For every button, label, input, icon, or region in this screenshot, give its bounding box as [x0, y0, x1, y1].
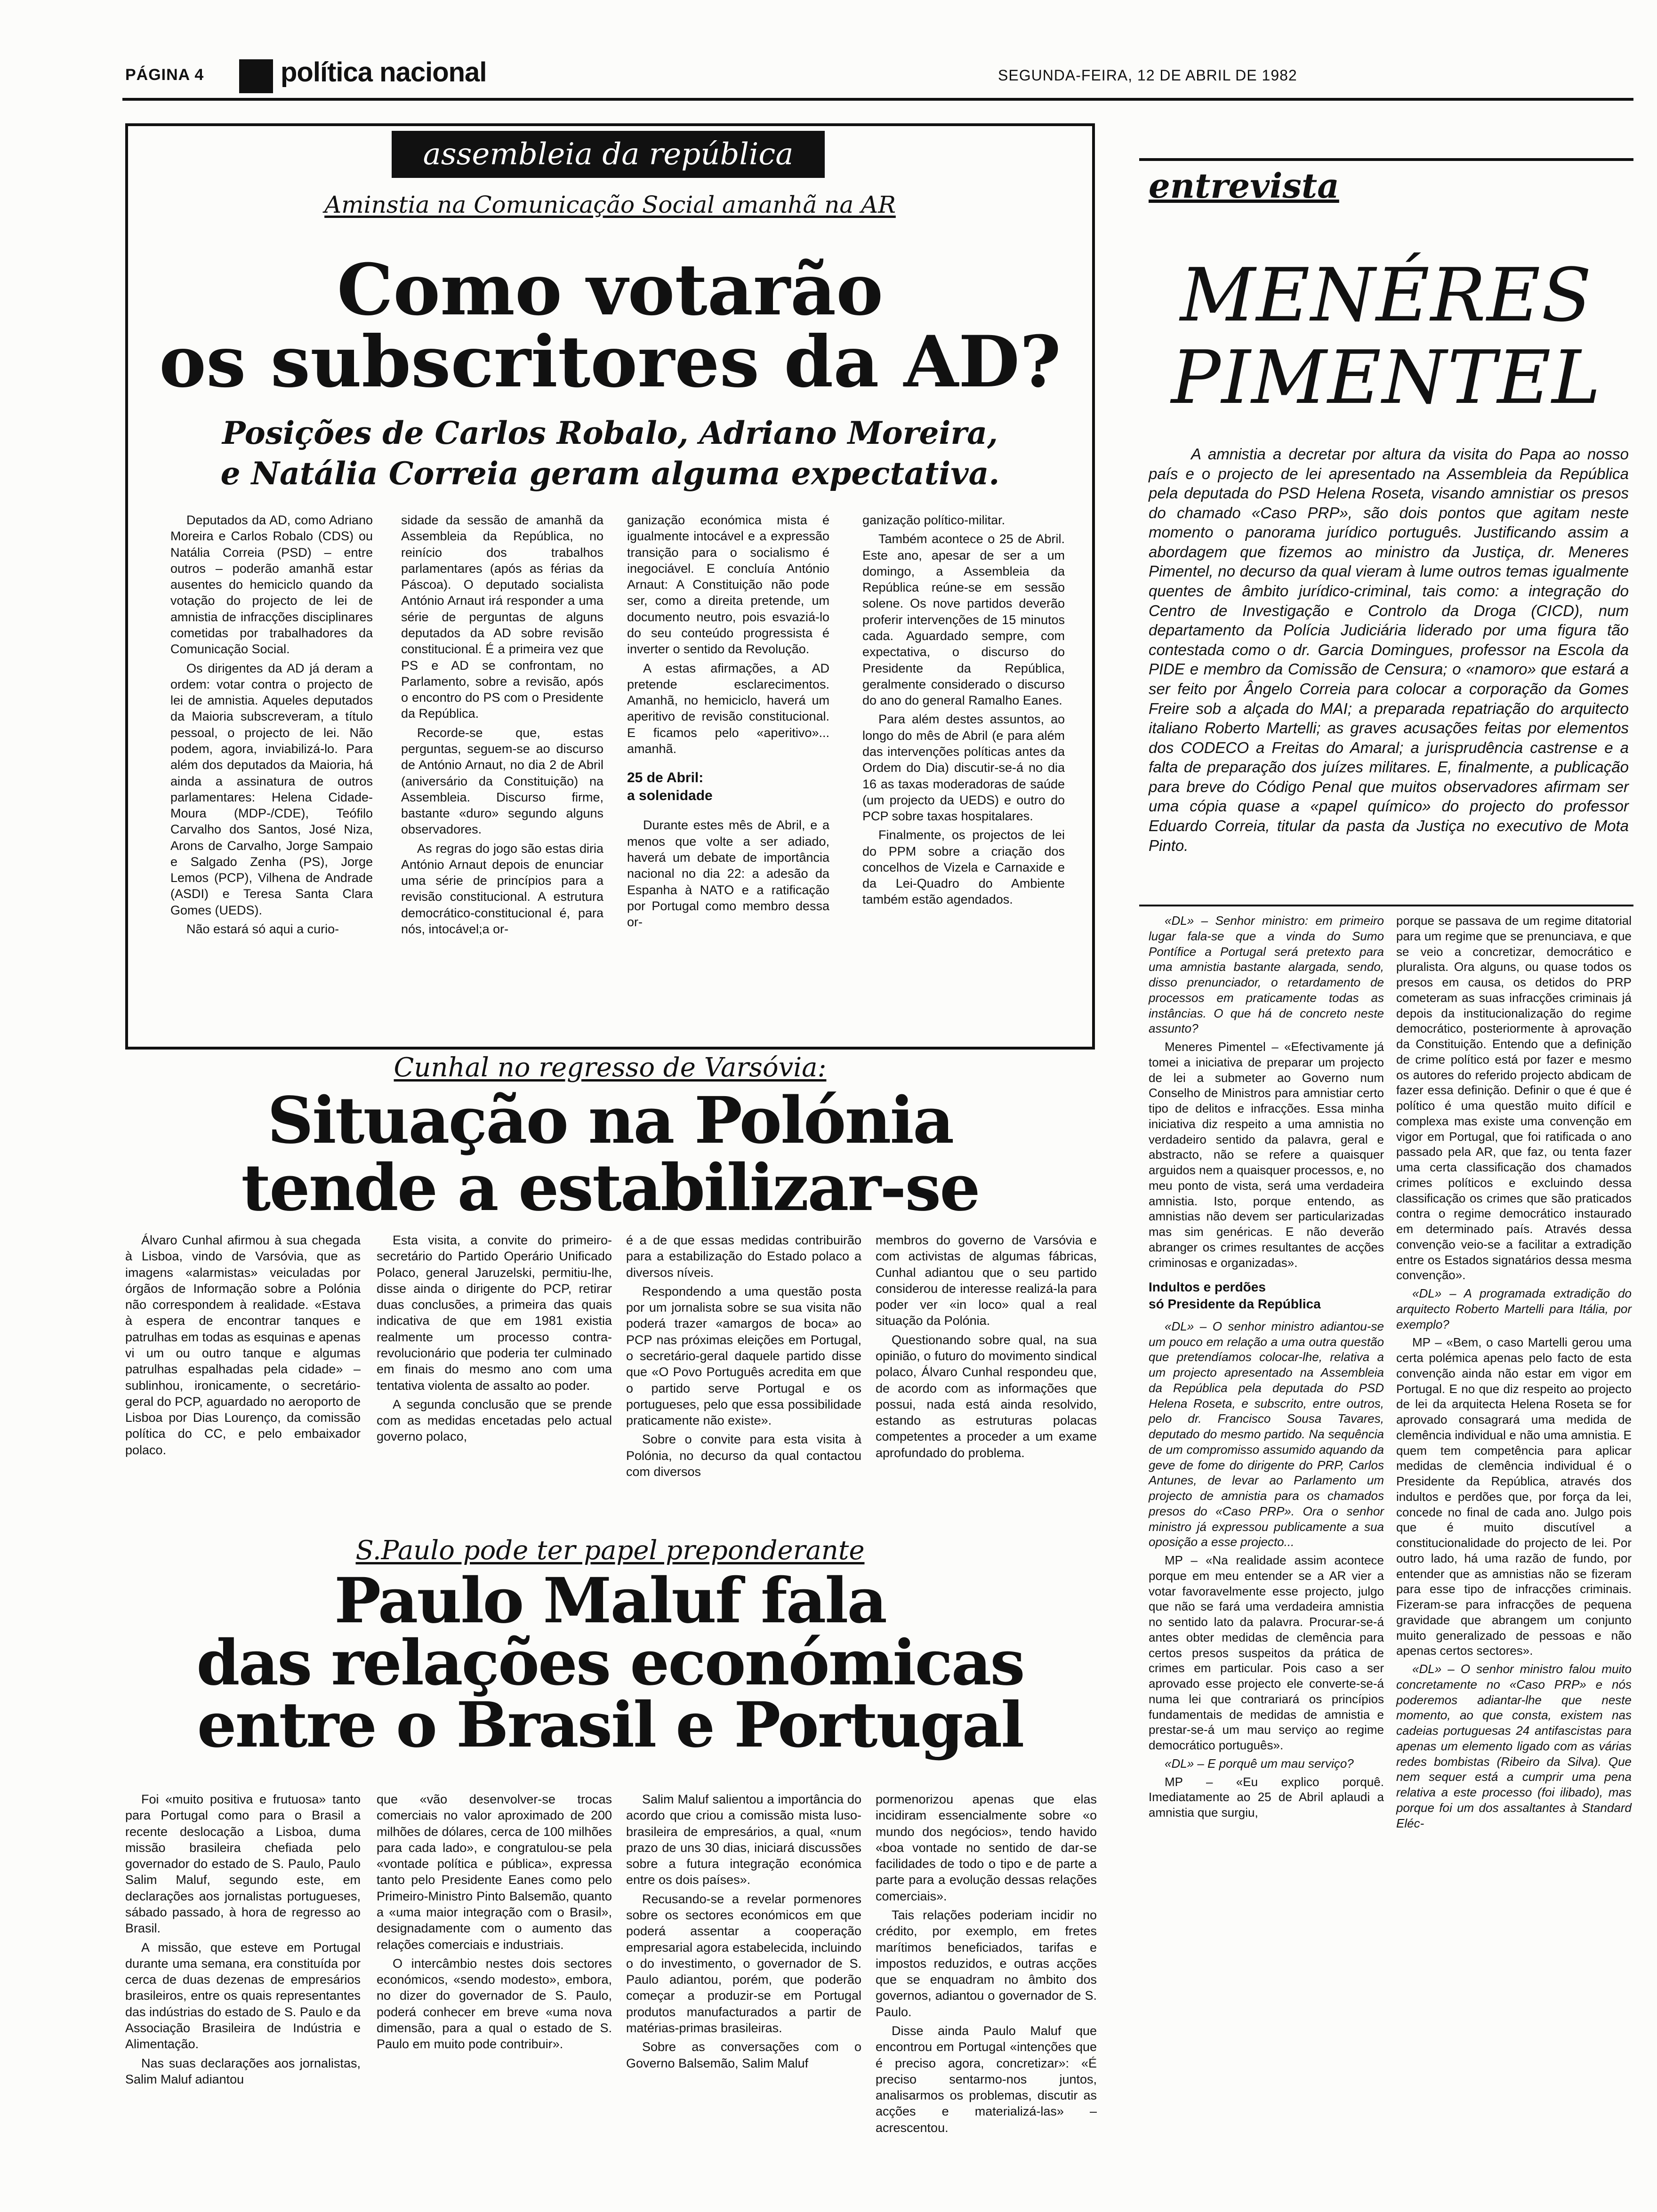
masthead-rule — [122, 98, 1633, 101]
section-title: política nacional — [281, 57, 487, 88]
entrevista-intro: A amnistia a decretar por altura da visita do Papa ao nosso país e o projecto de lei apresentado na Assembleia da República pela deputada do PSD Helena Roseta, visando amnistiar os presos do chamado «Caso PRP», são dois pontos que agitam neste momento o panorama jurídico português. Justificando assim a abordagem que fizemos ao ministro da Justiça, dr. Meneres Pimentel, no decurso da qual vieram à lume outros temas igualmente quentes de âmbito jurídico-criminal, tais como: a integração do Centro de Investigação e Controlo da Droga (CICD), num departamento da Polícia Judiciária liderado por uma figura tão contestada como o dr. Garcia Domingues, professor na Escola da PIDE e membro da Comissão de Censura; o «namoro» que estará a ser feito por Ângelo Correia para colocar a corporação da Gomes Freire sob a alçada do MAI; a preparada repatriação do arquitecto italiano Roberto Martelli; as graves acusações feitas por elementos dos CODECO a Freitas do Amaral; a jurisprudência castrense e a falta de preparação dos juízes militares. E, finalmente, a publicação para breve do Código Penal que muitos observadores afirmam ser uma cópia quase a «papel químico» do projecto do professor Eduardo Correia, titular da pasta da Justiça no executivo de Mota Pinto. — [1149, 445, 1629, 854]
maluf-col-2: que «vão desenvolver-se trocas comerciais no valor aproximado de 200 milhões de dólares, cerca de 100 milhões para cada lado», e congratulou-se pela «vontade política e pública», expressa tanto pelo Presidente Eanes como pelo Primeiro-Ministro Pinto Balsemão, quanto a «uma maior integração com o Brasil», designadamente com o aumento das relações comerciais e industriais. O intercâmbio nestes dois sectores económicos, «sendo modesto», embora, no dizer do governador de S. Paulo, poderá conhecer em breve «uma nova dimensão, para a qual o estado de S. Paulo em muito pode contribuir». — [377, 1792, 612, 2052]
subhead-25-abril: 25 de Abril: a solenidade — [627, 770, 713, 804]
assembleia-col-3: ganização económica mista é igualmente intocável e a expressão transição para o socialismo é inegociável. E concluía António Arnaut: A Constituição não pode ser, como a direita pretende, um documento neutro, pois esvaziá-lo do seu conteúdo progressista é inverter o sentido da Revolução. A estas afirmações, a AD pretende esclarecimentos. Amanhã, no hemiciclo, haverá um aperitivo de revisão constitucional. E ficamos pelo «aperitivo»... amanhã. 25 de Abril: a solenidade Durante estes mês de Abril, e a menos que volte a ser adiado, haverá um debate de importância nacional no dia 22: a adesão da Espanha à NATO e a ratificação por Portugal como membro dessa or- — [627, 513, 829, 930]
entrevista-col-2: porque se passava de um regime ditatorial para um regime que se prenunciava, e que se veio a concretizar, democrático e pluralista. Ora alguns, ou quase todos os presos em causa, os detidos do PRP cometeram as suas infracções criminais já depois da institucionalização do regime democrático, posteriormente à aprovação da Constituição. Entendo que a definição de crime político está por fazer e mesmo os autores do referido projecto abdicam de fazer essa definição. Definir o que é que é político é uma questão muito difícil e complexa mas existe uma convenção em vigor em Portugal, que foi ratificada o ano passado pela AR, que faz, ou tenta fazer uma certa classificação dos chamados crimes políticos e excluindo dessa classificação os crimes que são praticados contra o regime democrático instaurado em determinado país. Através dessa convenção veio-se a facilitar a extradição entre os Estados signatários dessa mesma convenção». «DL» – A programada extradição do arquitecto Roberto Martelli para Itália, por exemplo? MP – «Bem, o caso Martelli gerou uma certa polémica apenas pelo facto de esta convenção ainda não estar em vigor em Portugal. E no que diz respeito ao projecto de lei da arquitecta Helena Roseta se for aprovado consagrará uma medida de clemência individual e não uma amnistia. E quem tem competência para aplicar medidas de clemência individual é o Presidente da República, através dos indultos e perdões que, por força da lei, concede no final de cada ano. Julgo pois que é muito discutível a constitucionalidade do projecto de lei. Por outro lado, há uma razão de fundo, por entender que as amnistias não se fizeram para esse tipo de infracções criminais. Fizeram-se para infracções de pequena gravidade que abrangem um conjunto muito generalizado de pessoas e não apenas certos sectores». «DL» – O senhor ministro falou muito concretamente no «Caso PRP» e nós poderemos adiantar-lhe que neste momento, ao que consta, existem nas cadeias portuguesas 24 antifascistas para apenas um elemento ligado com as várias redes bombistas (Ribeiro da Silva). Que nem sequer está a cumprir uma pena relativa a este processo (foi ilibado), mas porque foi um dos assaltantes à Standard Eléc- — [1396, 914, 1632, 1830]
entrevista-divider — [1139, 905, 1633, 906]
page-number: PÁGINA 4 — [125, 66, 204, 84]
maluf-headline: Paulo Maluf fala das relações económicas entre o Brasil e Portugal — [196, 1564, 1024, 1762]
entrevista-top-rule — [1139, 158, 1633, 161]
assembleia-col-1: Deputados da AD, como Adriano Moreira e Carlos Robalo (CDS) ou Natália Correia (PSD) – entre outros – poderão amanhã estar ausentes do hemiciclo quando da votação do projecto de lei de amnistia de infracções disciplinares cometidas por trabalhadores da Comunicação Social. Os dirigentes da AD já deram a ordem: votar contra o projecto de lei de amnistia. Aqueles deputados da Maioria subscreveram, a título pessoal, o projecto de lei. Não podem, agora, inviabilizá-lo. Para além dos deputados da Maioria, há ainda a assinatura de outros parlamentares: Helena Cidade-Moura (MDP-/CDE), Teófilo Carvalho dos Santos, José Niza, Arons de Carvalho, Jorge Sampaio e Salgado Zenha (PS), Jorge Lemos (PCP), Vilhena de Andrade (ASDI) e Teresa Santa Clara Gomes (UEDS). Não estará só aqui a curio- — [170, 513, 373, 937]
issue-date: SEGUNDA-FEIRA, 12 DE ABRIL DE 1982 — [998, 67, 1297, 84]
assembleia-deck: Posições de Carlos Robalo, Adriano Moreira, e Natália Correia geram alguma expectativa. — [220, 415, 1000, 492]
assembleia-col-2: sidade da sessão de amanhã da Assembleia da República, no reinício dos trabalhos parlamentares (após as férias da Páscoa). O deputado socialista António Arnaut irá responder a uma série de perguntas de alguns deputados da AD sobre revisão constitucional. É a primeira vez que PS e AD se confrontam, no Parlamento, sobre a revisão, após o encontro do PS com o Presidente da República. Recorde-se que, estas perguntas, seguem-se ao discurso de António Arnaut, no dia 2 de Abril (aniversário da Constituição) na Assembleia. Discurso firme, bastante «duro» segundo alguns observadores. As regras do jogo são estas diria António Arnaut depois de enunciar uma série de princípios para a revisão constitucional. A estrutura democrático-constitucional é, para nós, intocável;a or- — [401, 513, 603, 937]
assembleia-box — [125, 123, 1095, 1050]
maluf-col-4: pormenorizou apenas que elas incidiram essencialmente sobre «o mundo dos negócios», tendo havido «boa vontade no sentido de dar-se facilidades de todo o tipo e de parte a parte para a evolução dessas relações comerciais». Tais relações poderiam incidir no crédito, por exemplo, em fretes marítimos beneficiados, tarifas e impostos reduzidos, e outras acções que se enquadram no âmbito dos governos, adiantou o governador de S. Paulo. Disse ainda Paulo Maluf que encontrou em Portugal «intenções que é preciso agora, concretizar»: «É preciso sentarmo-nos juntos, analisarmos os problemas, discutir as acções e materializá-las» – acrescentou. — [876, 1792, 1097, 2135]
interviewee-name: MENÉRES PIMENTEL — [1171, 252, 1602, 420]
polonia-col-3: é a de que essas medidas contribuirão para a estabilização do Estado polaco a diversos níveis. Respondendo a uma questão posta por um jornalista sobre se sua visita não poderá trazer «amargos de boca» ao PCP nas próximas eleições em Portugal, o secretário-geral daquele partido disse que «O Povo Português acredita em que o partido serve Portugal e os portugueses, pelo que essa possibilidade praticamente não existe». Sobre o convite para esta visita à Polónia, no decurso da qual contactou com diversos — [626, 1233, 861, 1479]
assembleia-headline: Como votarão os subscritores da AD? — [159, 248, 1061, 403]
maluf-col-1: Foi «muito positiva e frutuosa» tanto para Portugal como para o Brasil a recente deslocação a Lisboa, duma missão brasileira chefiada pelo governador do estado de S. Paulo, Paulo Salim Maluf, segundo este, em declarações aos jornalistas portugueses, sábado passado, à hora de regresso ao Brasil. A missão, que esteve em Portugal durante uma semana, era constituída por cerca de duas dezenas de empresários brasileiros, entre os quais representantes das indústrias do estado de S. Paulo e da Associação Brasileira de Indústria e Alimentação. Nas suas declarações aos jornalistas, Salim Maluf adiantou — [125, 1792, 361, 2086]
entrevista-banner: entrevista — [1149, 166, 1339, 206]
newspaper-logo-icon — [239, 59, 273, 93]
polonia-headline: Situação na Polónia tende a estabilizar-se — [241, 1083, 979, 1226]
entrevista-col-1: «DL» – Senhor ministro: em primeiro lugar fala-se que a vinda do Sumo Pontífice a Portugal será pretexto para uma amnistia bastante alargada, sendo, disso prenunciador, o retardamento de processos em praticamente todas as instâncias. O que há de concreto neste assunto? Meneres Pimentel – «Efectivamente já tomei a iniciativa de preparar um projecto de lei a submeter ao Governo num Conselho de Ministros para amnistiar certo tipo de delitos e infracções. Essa minha iniciativa diz respeito a uma amnistia no verdadeiro sentido da palavra, geral e abstracto, não se refere a quaisquer arguidos nem a quaisquer processos, e, no meu ponto de vista, será uma verdadeira amnistia. Isto, porque entendo, as amnistias não devem ser particularizadas mas sim genéricas. E não deverão abranger os crimes resultantes de acções criminosas e organizadas». Indultos e perdões só Presidente da República «DL» – O senhor ministro adiantou-se um pouco em relação a uma outra questão que pretendíamos colocar-lhe, relativa a um projecto apresentado na Assembleia da República pela deputada do PSD Helena Roseta, e subscrito, entre outros, pelo dr. Francisco Sousa Tavares, deputado do mesmo partido. Na sequência de um compromisso assumido aquando da geve de fome do dirigente do PRP, Carlos Antunes, de levar ao Parlamento um projecto de amnistia para os chamados presos do «Caso PRP». Ora o senhor ministro já expressou publicamente a sua oposição a esse projecto... MP – «Na realidade assim acontece porque em meu entender se a AR vier a votar favoravelmente esse projecto, julgo que não se fará uma verdadeira amnistia no sentido lato da palavra. Procurar-se-á antes obter medidas de clemência para certos presos suspeitos da prática de crimes em particular. Pois caso a ser aprovado esse projecto ele converte-se-á numa lei que contrariará os princípios fundamentais de medidas de amnistia e prestar-se-á um mau serviço ao regime democrático português». «DL» – E porquê um mau serviço? MP – «Eu explico porquê. Imediatamente ao 25 de Abril aplaudi a amnistia que surgiu, — [1149, 914, 1384, 1820]
subhead-indultos: Indultos e perdões só Presidente da República — [1149, 1280, 1321, 1311]
maluf-col-3: Salim Maluf salientou a importância do acordo que criou a comissão mista luso-brasileira de empresários, a qual, «num prazo de uns 30 dias, iniciará discussões sobre a futura integração económica entre os dois países». Recusando-se a revelar pormenores sobre os sectores económicos em que poderá assentar a cooperação empresarial agora estabelecida, incluindo o do investimento, o governador de S. Paulo adiantou, porém, que poderão começar a produzir-se em Portugal produtos manufacturados a partir de matérias-primas brasileiras. Sobre as conversações com o Governo Balsemão, Salim Maluf — [626, 1792, 861, 2070]
polonia-col-4: membros do governo de Varsóvia e com activistas de algumas fábricas, Cunhal adiantou que o seu partido considerou de interesse realizá-la para poder ver «in loco» qual a real situação da Polónia. Questionando sobre qual, na sua opinião, o futuro do movimento sindical polaco, Álvaro Cunhal respondeu que, de acordo com as informações que possui, nada está ainda resolvido, estando as estruturas polacas competentes a proceder a um exame aprofundado do problema. — [876, 1233, 1097, 1460]
assembleia-kicker: Aminstia na Comunicação Social amanhã na AR — [324, 191, 896, 218]
polonia-kicker: Cunhal no regresso de Varsóvia: — [394, 1052, 827, 1083]
assembleia-col-4: ganização político-militar. Também acontece o 25 de Abril. Este ano, apesar de ser a um domingo, a Assembleia da República reúne-se em sessão solene. Os nove partidos deverão proferir intervenções de 15 minutos cada. Aguardado sempre, com expectativa, o discurso do Presidente da República, geralmente considerado o discurso do ano do general Ramalho Eanes. Para além destes assuntos, ao longo do mês de Abril (e para além das intervenções políticas antes da Ordem do Dia) discutir-se-á no dia 16 as taxas moderadoras de saúde (um projecto da UEDS) e outro do PCP sobre taxas hospitalares. Finalmente, os projectos de lei do PPM sobre a criação dos concelhos de Vizela e Carnaxide e da Lei-Quadro do Ambiente também estão agendados. — [862, 513, 1065, 907]
assembleia-banner: assembleia da república — [392, 131, 825, 178]
polonia-col-1: Álvaro Cunhal afirmou à sua chegada à Lisboa, vindo de Varsóvia, que as imagens «alarmistas» veiculadas por órgãos de Informação sobre a Polónia não correspondem à realidade. «Estava à espera de encontrar tanques e patrulhas em todas as esquinas e apenas vi um ou outro tanque e algumas patrulhas espalhadas pela cidade» – sublinhou, ironicamente, o secretário-geral do PCP, aguardado no aeroporto de Lisboa por Dias Lourenço, da comissão política do CC, e pelo embaixador polaco. — [125, 1233, 361, 1457]
maluf-kicker: S.Paulo pode ter papel preponderante — [355, 1535, 865, 1566]
polonia-col-2: Esta visita, a convite do primeiro-secretário do Partido Operário Unificado Polaco, general Jaruzelski, permitiu-lhe, disse ainda o dirigente do PCP, retirar duas conclusões, a primeira das quais indicativa de que em 1981 existia realmente um processo contra-revolucionário que poderia ter culminado em finais do mesmo ano com uma tentativa violenta de assalto ao poder. A segunda conclusão que se prende com as medidas encetadas pelo actual governo polaco, — [377, 1233, 612, 1444]
